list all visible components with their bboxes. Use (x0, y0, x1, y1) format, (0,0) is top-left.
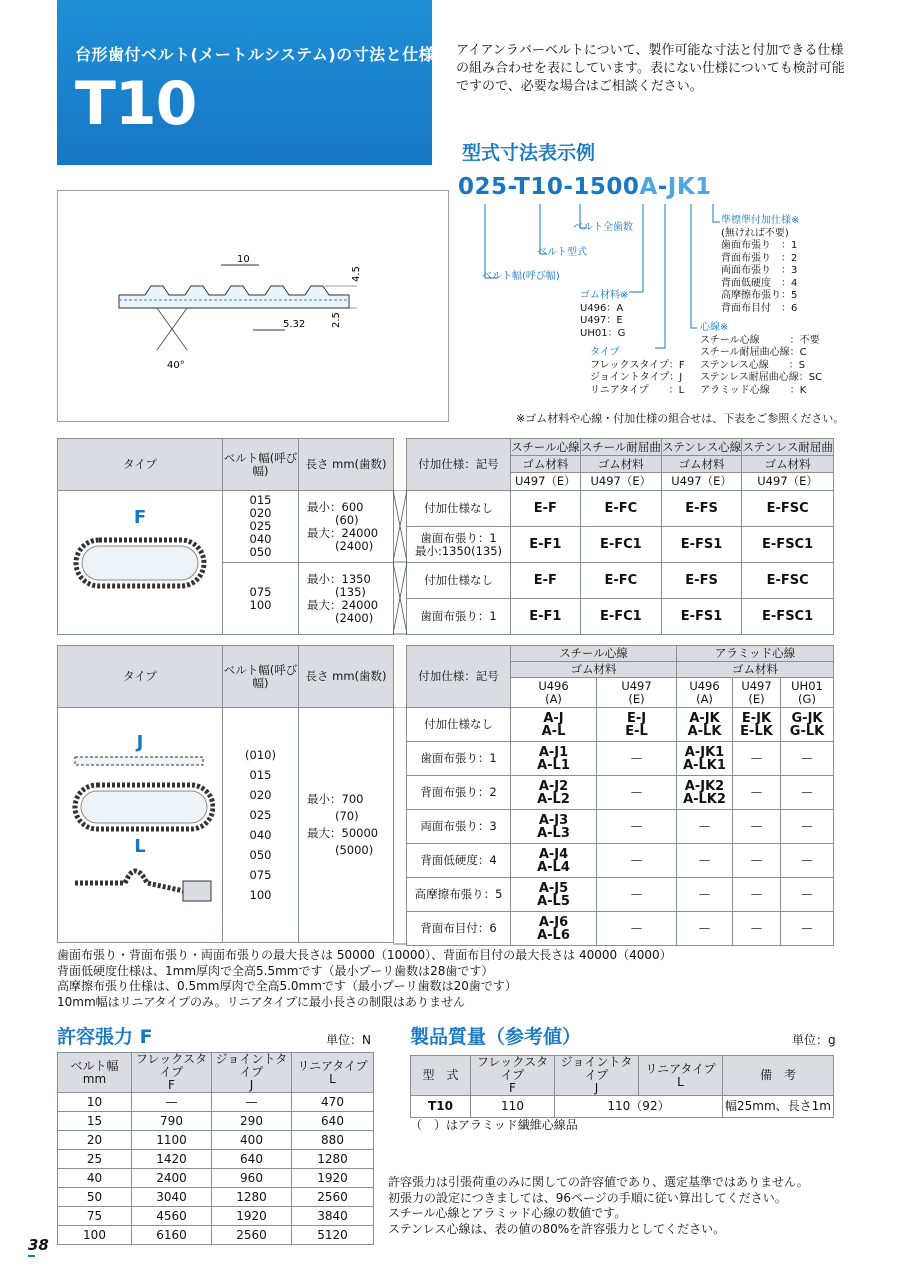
joint-belt-illustration (65, 749, 215, 837)
tension-title: 許容張力 F (57, 1026, 153, 1048)
table-row: 背面布目付：6 A-J6 A-L6 — — — — (407, 912, 834, 946)
th-width: ベルト幅(呼び幅) (223, 646, 299, 708)
th-length: 長さ mm(歯数) (299, 646, 394, 708)
th-core-stainless: ステンレス心線 (662, 439, 742, 454)
root-width-label: 5.32 (283, 319, 306, 330)
type-jl-cell (58, 708, 223, 943)
table-row: 40 2400 960 1920 (58, 1169, 374, 1188)
length-jl: 最小：700 (70) 最大：50000 (5000) (299, 708, 394, 943)
table-row: 背面布張り：2 A-J2 A-L2 — A-JK2 A-LK2 — — (407, 776, 834, 810)
mass-title: 製品質量（参考値） (410, 1026, 582, 1048)
flex-belt-illustration (68, 532, 213, 594)
table-f-right: 付加仕様：記号 スチール心線 スチール耐屈曲 ステンレス心線 ステンレス耐屈曲 ゴム材料 ゴム材料 ゴム材料 ゴム材料 U497（E） U497（E） U497（E） U497（E） 付加仕様なし E-F E-FC E-FS E-FSC 歯面布張り：1 最小:1350(135) E-F1 E-FC1 E-FS1 E-FSC1 付加仕様なし E-F E-FC E-FS E-FSC 歯面布張り：1 E-F1 E-FC1 E-FS1 E-FSC1 (406, 438, 834, 635)
th-core-stainless-flex: ステンレス耐屈曲 (742, 439, 833, 454)
th-type: タイプ (58, 646, 223, 708)
mass-unit: 単位：g (792, 1033, 836, 1047)
table-f-connector (393, 490, 407, 635)
label-belt-width: ベルト幅(呼び幅) (482, 271, 560, 282)
type-l-label: L (134, 836, 146, 857)
height-tooth-label: 2.5 (331, 312, 342, 328)
table-j-right: 付加仕様：記号 スチール心線 アラミッド心線 ゴム材料 ゴム材料 U496 (A) U497 (E) U496 (A) U497 (E) UH01 (G) 付加仕様なし A-J A-L E-J E-L A-JK A-LK E-JK E-LK G-JK G-LK 歯面布張り：1 A-J1 A-L1 — A-JK1 A-LK1 — — 背面布張り：2 A-J2 A-L2 — A-JK2 A-LK2 — — 両面布張り：3 A-J3 A-L3 — — — — 背面低硬度：4 A-J4 A-L4 — — — — 高摩擦布張り：5 A-J5 A-L5 — — — — 背面布目付：6 A-J6 A-L6 — — — — (406, 645, 834, 946)
model-code (458, 174, 712, 200)
belt-profile-diagram (57, 190, 449, 422)
table-row: T10 110 110（92） 幅25mm、長さ1m (411, 1096, 834, 1118)
th-core-aramid: アラミッド心線 (677, 646, 834, 662)
th-option: 付加仕様：記号 (407, 439, 511, 491)
table-row: 高摩擦布張り：5 A-J5 A-L5 — — — — (407, 878, 834, 912)
th-width: ベルト幅(呼び幅) (223, 439, 299, 491)
table-row: 100 6160 2560 5120 (58, 1226, 374, 1245)
length-f2: 最小：1350 (135) 最大：24000 (2400) (299, 563, 394, 635)
table-row: 両面布張り：3 A-J3 A-L3 — — — — (407, 810, 834, 844)
widths-f2: 075 100 (223, 563, 299, 635)
model-code-jk: JK1 (667, 174, 712, 200)
table-row: 75 4560 1920 3840 (58, 1207, 374, 1226)
table-j-connector (393, 707, 407, 945)
page-subtitle: 台形歯付ベルト(メートルシステム)の寸法と仕様 (75, 45, 436, 64)
linear-belt-illustration (65, 853, 215, 913)
option-legend: 準標準付加仕様※ (無ければ不要) 歯面布張り ：1 背面布張り ：2 両面布張り ：3 背面低硬度 ：4 高摩擦布張り：5 背面布目付 ：6 (721, 215, 800, 314)
mass-footnote: （ ）はアラミッド繊維心線品 (410, 1118, 578, 1132)
th-core-steel-flex: スチール耐屈曲 (580, 439, 661, 454)
pitch-label: 10 (237, 254, 250, 265)
intro-text: アイアンラバーベルトについて、製作可能な寸法と付加できる仕様の組み合わせを表にしています。表にない仕様についても検討可能ですので、必要な場合はご相談ください。 (456, 43, 845, 94)
model-code-main: 025-T10-1500 (458, 174, 640, 200)
label-belt-teeth: ベルト全歯数 (573, 222, 633, 233)
core-legend: 心線※ スチール心線 ：不要 スチール耐屈曲心線：C ステンレス心線 ：S ステンレス耐屈曲心線：SC アラミッド心線 ：K (700, 322, 823, 396)
table-row: 20 1100 400 880 (58, 1131, 374, 1150)
table-row: 歯面布張り：1 A-J1 A-L1 — A-JK1 A-LK1 — — (407, 742, 834, 776)
table-row: 付加仕様なし E-F E-FC E-FS E-FSC (407, 491, 834, 527)
angle-label: 40° (167, 360, 185, 371)
height-total-label: 4.5 (351, 266, 362, 282)
table-j-left (57, 645, 394, 943)
model-note: ※ゴム材料や心線・付加仕様の組合せは、下表をご参照ください。 (516, 412, 845, 425)
length-f1: 最小：600 (60) 最大：24000 (2400) (299, 491, 394, 563)
th-length: 長さ mm(歯数) (299, 439, 394, 491)
mass-table: 型 式 フレックスタイプ F ジョイントタイプ J リニアタイプ L 備 考 T10 110 110（92） 幅25mm、長さ1m (410, 1055, 834, 1118)
label-belt-type: ベルト型式 (537, 247, 587, 258)
tension-table: ベルト幅 mm フレックスタイプ F ジョイントタイプ J リニアタイプ L 10 — — 470 15 790 290 640 20 1100 400 880 25 1420 640 1280 40 2400 960 1920 50 3040 1280 2560 75 4560 1920 3840 100 6160 2560 5120 (57, 1052, 374, 1245)
type-f-label: F (133, 507, 147, 528)
th-type: タイプ (58, 439, 223, 491)
table-row: 背面低硬度：4 A-J4 A-L4 — — — — (407, 844, 834, 878)
model-code-a: A (639, 174, 658, 200)
tension-notes: 許容張力は引張荷重のみに関しての許容値であり、選定基準ではありません。 初張力の設定につきましては、96ページの手順に従い算出してください。 スチール心線とアラミッド心線の数値です。 ステンレス心線は、表の値の80%を許容張力としてください。 (388, 1175, 809, 1236)
rubber-legend: ゴム材料※ U496：A U497：E UH01：G (580, 290, 629, 339)
page-number: 38 (28, 1236, 49, 1254)
page-title: T10 (75, 69, 197, 139)
table-row: 歯面布張り：1 最小:1350(135) E-F1 E-FC1 E-FS1 E-FSC1 (407, 527, 834, 563)
type-f-cell (58, 491, 223, 635)
belt-profile (119, 286, 349, 308)
table-row: 10 — — 470 (58, 1093, 374, 1112)
table-row: 50 3040 1280 2560 (58, 1188, 374, 1207)
widths-jl: (010) 015 020 025 040 050 075 100 (223, 708, 299, 943)
title-banner (57, 0, 436, 165)
length-notes: 歯面布張り・背面布張り・両面布張りの最大長さは 50000（10000）、背面布目付の最大長さは 40000（4000） 背面低硬度仕様は、1mm厚肉で全高5.5mmです（最小プーリ歯数は28歯です） 高摩擦布張り仕様は、0.5mm厚肉で全高5.0mmです（最小プーリ歯数は20歯です） 10mm幅はリニアタイプのみ。リニアタイプに最小長さの制限はありません (57, 948, 672, 1009)
th-option: 付加仕様：記号 (407, 646, 511, 708)
table-row: 付加仕様なし A-J A-L E-J E-L A-JK A-LK E-JK E-LK G-JK G-LK (407, 708, 834, 742)
th-core-steel: スチール心線 (511, 439, 580, 454)
th-core-steel: スチール心線 (511, 646, 677, 662)
table-row: 付加仕様なし E-F E-FC E-FS E-FSC (407, 563, 834, 599)
table-f-left (57, 438, 394, 635)
type-j-label: J (136, 732, 144, 753)
type-legend: タイプ フレックスタイプ：F ジョイントタイプ：J リニアタイプ ：L (590, 347, 685, 396)
table-row: 25 1420 640 1280 (58, 1150, 374, 1169)
page-number-rule (28, 1255, 35, 1257)
model-code-hyphen: - (657, 174, 668, 200)
table-row: 歯面布張り：1 E-F1 E-FC1 E-FS1 E-FSC1 (407, 599, 834, 635)
tension-unit: 単位：N (326, 1033, 371, 1047)
widths-f1: 015 020 025 040 050 (223, 491, 299, 563)
model-example-title: 型式寸法表示例 (462, 142, 596, 164)
table-row: 15 790 290 640 (58, 1112, 374, 1131)
